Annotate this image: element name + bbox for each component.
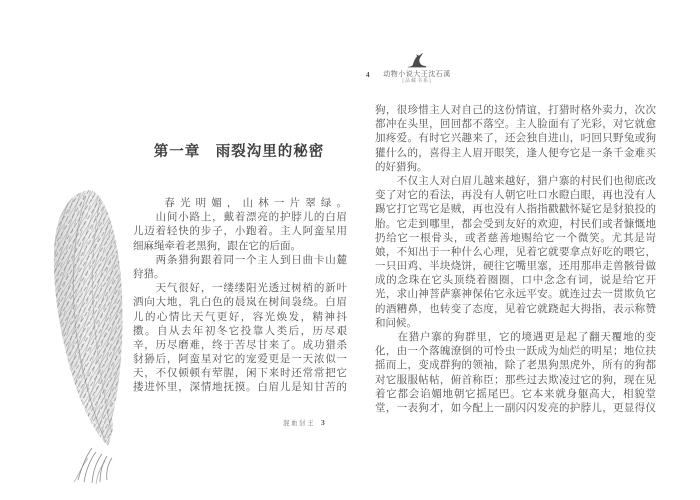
text-line: 都冲在头里，回回都不落空。主人脸面有了光彩，对它就愈	[375, 119, 656, 131]
right-page	[362, 10, 670, 490]
text-line: 辛，历尽磨难，终于苦尽甘来了。成功猎杀	[133, 339, 347, 351]
text-line: 不仅主人对白眉儿越来越好，猎户寨的村民们也彻底改	[375, 175, 656, 187]
text-line: 娘，不知出于一种什么心理，见着它就要拿点好吃的喂它，	[375, 246, 656, 258]
text-line: 春光明媚，山林一片翠绿。	[133, 198, 347, 209]
text-line: 擞。自从去年初冬它投靠人类后，历尽艰	[133, 325, 347, 337]
text-line: 的好猎狗。	[375, 161, 428, 173]
text-line: 山间小路上，戴着漂亮的护脖儿的白眉	[133, 212, 347, 224]
text-line: 细麻绳牵着老黑狗，跟在它的后面。	[133, 240, 301, 252]
howling-wolf-icon	[406, 52, 428, 69]
left-page-footer	[283, 418, 325, 427]
text-line: 堂，一表狗才，如今配上一副闪闪发亮的护脖儿，更显得仪	[375, 402, 656, 414]
text-line: 和问候。	[375, 317, 417, 329]
header-page-number: 4	[366, 71, 370, 79]
text-line: 天气很好，一缕缕阳光透过树梢的新叶	[133, 283, 347, 295]
text-line: 儿迈着轻快的步子，小跑着。主人阿蛮星用	[133, 226, 347, 238]
left-page	[50, 10, 362, 490]
text-line: 摇而上，变成群狗的领袖，除了老黑狗黑虎外，所有的狗都	[375, 360, 656, 372]
text-line: 天，不仅顿顿有荤腥，闲下来时还常常把它	[133, 368, 347, 380]
chapter-title: 第一章 雨裂沟里的秘密	[153, 143, 325, 160]
left-page-body	[133, 197, 347, 396]
right-page-header	[372, 52, 462, 85]
footer-book-title: 混血豺王	[283, 420, 315, 427]
series-title: 动物小说大王沈石溪	[383, 70, 451, 78]
text-line: 化，由一个落魄潦倒的可怜虫一跃成为灿烂的明星；地位扶	[375, 346, 656, 358]
text-line: 扔给它一根骨头，或者慈善地赐给它一个微笑。尤其是岢	[375, 232, 656, 244]
text-line: 洒向大地，乳白色的晨岚在树间袅绕。白眉	[133, 297, 347, 309]
text-line: 踢它打它骂它是贼，再也没有人指指戳戳怀疑它是豺狼投的	[375, 204, 656, 216]
text-line: 在猎户寨的狗群里，它的境遇更是起了翻天覆地的变	[375, 332, 656, 343]
text-line: 光，求山神菩萨寨神保佑它永远平安。就连过去一贯欺负它	[375, 289, 656, 301]
text-line: 一只田鸡、半块烧饼，硬往它嘴里塞，还用那串走兽骸骨做	[375, 261, 656, 273]
text-line: 搂进怀里，深情地抚摸。白眉儿是知甘苦的	[133, 382, 347, 394]
text-line: 着它都会谄媚地朝它摇尾巴。它本来就身躯高大，相貌堂	[375, 388, 656, 400]
grass-strokes	[74, 448, 112, 484]
text-line: 对它服服帖帖，俯首称臣；那些过去欺凌过它的狗，现在见	[375, 374, 656, 386]
text-line: 胎。它走到哪里，都会受到友好的欢迎，村民们或者慷慨地	[375, 218, 656, 230]
footer-page-number: 3	[321, 418, 325, 427]
tail-fur-shape	[54, 190, 123, 446]
text-line: 两条猎狗跟着同一个主人到日曲卡山麓	[133, 254, 347, 266]
text-line: 儿的心情比天气更好，容光焕发，精神抖	[133, 311, 347, 323]
text-line: 豺狲后，阿蛮星对它的宠爱更是一天浓似一	[133, 354, 347, 366]
text-line: 成的念珠在它头顶绕着圈圈，口中念念有词，说是给它开	[375, 275, 656, 287]
tail-illustration	[52, 190, 140, 486]
text-line: 的酒糟鼻，也转变了态度，见着它就跷起大拇指，表示称赞	[375, 303, 656, 315]
text-line: 变了对它的看法，再没有人朝它吐口水瞪白眼，再也没有人	[375, 190, 656, 202]
text-line: 獾什么的，喜得主人眉开眼笑，逢人便夸它是一条千金难买	[375, 147, 656, 159]
text-line: 狩猎。	[133, 268, 165, 280]
series-subtitle: [品藏书系]	[402, 79, 432, 84]
text-line: 狗，很珍惜主人对自己的这份情谊，打猎时格外卖力，次次	[375, 105, 656, 116]
text-line: 加疼爱。有时它兴趣来了，还会独自进山，叼回只野兔或狗	[375, 133, 656, 145]
right-page-body	[375, 104, 656, 416]
